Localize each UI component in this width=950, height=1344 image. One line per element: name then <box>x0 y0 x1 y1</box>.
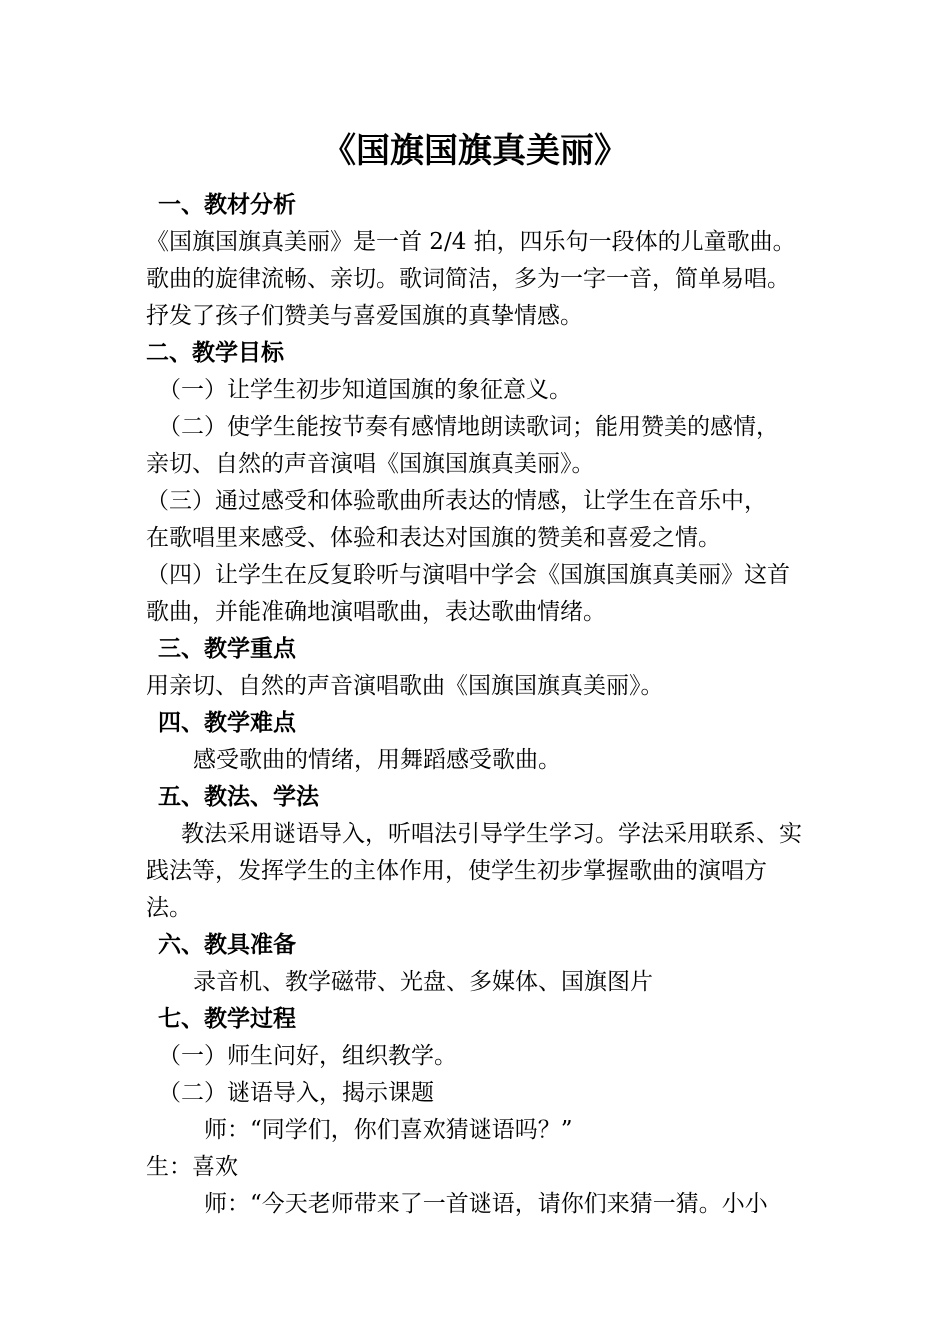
section-heading: 六、教具准备 <box>158 931 296 958</box>
paragraph-line: 用亲切、自然的声音演唱歌曲《国旗国旗真美丽》。 <box>146 673 664 699</box>
section-heading: 一、教材分析 <box>158 191 296 218</box>
section-heading: 七、教学过程 <box>158 1005 296 1032</box>
paragraph-line: 抒发了孩子们赞美与喜爱国旗的真挚情感。 <box>146 303 583 329</box>
paragraph-line: 感受歌曲的情绪，用舞蹈感受歌曲。 <box>193 747 561 773</box>
paragraph-line: 师：“同学们，你们喜欢猜谜语吗？” <box>204 1117 573 1143</box>
paragraph-line: 师：“今天老师带来了一首谜语，请你们来猜一猜。小小 <box>204 1191 768 1217</box>
paragraph-line: 践法等，发挥学生的主体作用，使学生初步掌握歌曲的演唱方 <box>146 858 767 884</box>
paragraph-line: （三）通过感受和体验歌曲所表达的情感，让学生在音乐中， <box>146 488 767 514</box>
paragraph-line: 在歌唱里来感受、体验和表达对国旗的赞美和喜爱之情。 <box>146 525 721 551</box>
paragraph-line: 歌曲的旋律流畅、亲切。歌词简洁，多为一字一音，简单易唱。 <box>146 266 790 292</box>
paragraph-line: 《国旗国旗真美丽》是一首 2/4 拍，四乐句一段体的儿童歌曲。 <box>146 229 796 255</box>
section-heading: 四、教学难点 <box>158 709 296 736</box>
section-heading: 二、教学目标 <box>146 339 284 366</box>
section-heading: 五、教法、学法 <box>158 783 319 810</box>
section-heading: 三、教学重点 <box>158 635 296 662</box>
paragraph-line: 歌曲，并能准确地演唱歌曲，表达歌曲情绪。 <box>146 599 606 625</box>
document-title: 《国旗国旗真美丽》 <box>322 131 628 171</box>
paragraph-line: 法。 <box>146 895 192 921</box>
paragraph-line: （一）师生问好，组织教学。 <box>158 1043 457 1069</box>
paragraph-line: （一）让学生初步知道国旗的象征意义。 <box>158 377 572 403</box>
paragraph-line: 教法采用谜语导入，听唱法引导学生学习。学法采用联系、实 <box>181 821 802 847</box>
paragraph-line: 亲切、自然的声音演唱《国旗国旗真美丽》。 <box>146 451 595 477</box>
paragraph-line: （二）使学生能按节奏有感情地朗读歌词；能用赞美的感情， <box>158 414 779 440</box>
paragraph-line: （四）让学生在反复聆听与演唱中学会《国旗国旗真美丽》这首 <box>146 562 790 588</box>
paragraph-line: （二）谜语导入，揭示课题 <box>158 1080 434 1106</box>
paragraph-line: 录音机、教学磁带、光盘、多媒体、国旗图片 <box>193 969 653 995</box>
paragraph-line: 生：喜欢 <box>146 1154 238 1180</box>
